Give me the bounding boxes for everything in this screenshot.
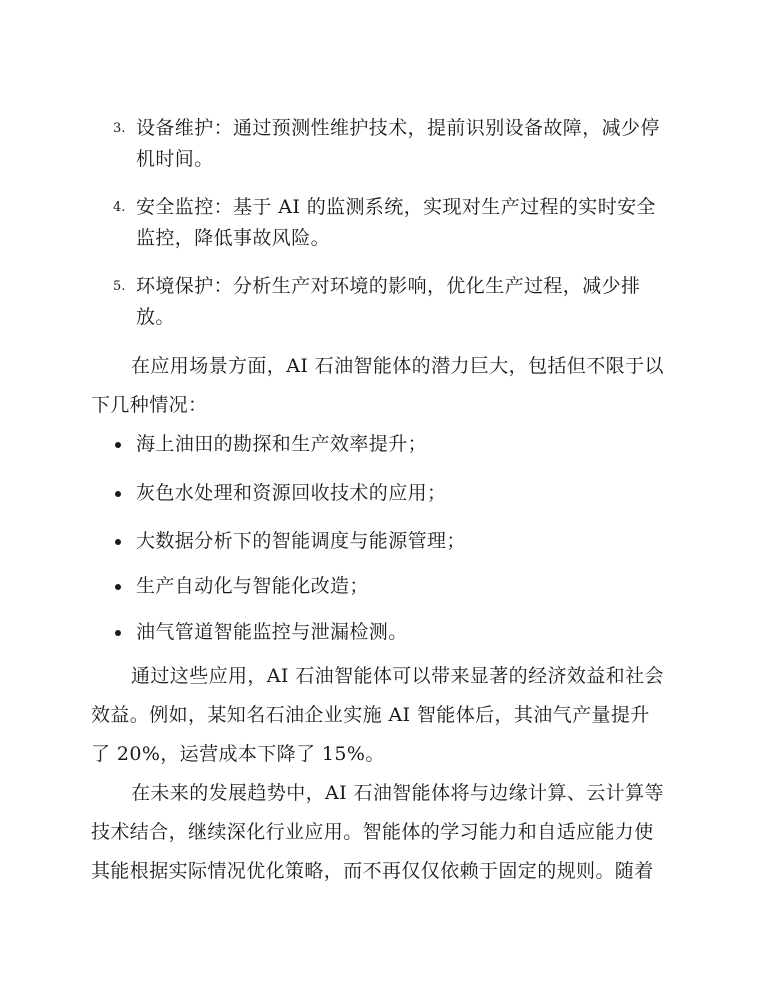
list-number: 4. (113, 200, 126, 215)
list-item-text: 监控，降低事故风险。 (136, 227, 331, 249)
bullet-dot (115, 442, 121, 448)
list-item: 海上油田的勘探和生产效率提升； (136, 433, 428, 455)
paragraph-line: 了 20%，运营成本下降了 15%。 (91, 743, 385, 765)
paragraph-line: 其能根据实际情况优化策略，而不再仅仅依赖于固定的规则。随着 (91, 860, 654, 882)
bullet-dot (115, 491, 121, 497)
paragraph-line: 下几种情况： (91, 394, 208, 416)
list-number: 5. (113, 279, 126, 294)
list-item-text: 设备维护：通过预测性维护技术，提前识别设备故障，减少停 (136, 117, 660, 139)
list-item-text: 环境保护：分析生产对环境的影响，优化生产过程，减少排 (136, 275, 641, 297)
bullet-dot (115, 539, 121, 545)
paragraph-line: 在应用场景方面，AI 石油智能体的潜力巨大，包括但不限于以 (131, 355, 664, 377)
paragraph-line: 通过这些应用，AI 石油智能体可以带来显著的经济效益和社会 (131, 665, 664, 687)
paragraph-line: 技术结合，继续深化行业应用。智能体的学习能力和自适应能力使 (91, 821, 654, 843)
list-item: 大数据分析下的智能调度与能源管理； (136, 530, 466, 552)
list-item: 油气管道智能监控与泄漏检测。 (136, 621, 408, 643)
bullet-dot (115, 630, 121, 636)
paragraph-line: 在未来的发展趋势中，AI 石油智能体将与边缘计算、云计算等 (131, 782, 664, 804)
list-number: 3. (113, 121, 126, 136)
list-item: 生产自动化与智能化改造； (136, 575, 369, 597)
bullet-dot (115, 584, 121, 590)
paragraph-line: 效益。例如，某知名石油企业实施 AI 智能体后，其油气产量提升 (91, 704, 650, 726)
list-item-text: 机时间。 (136, 148, 214, 170)
list-item-text: 安全监控：基于 AI 的监测系统，实现对生产过程的实时安全 (136, 196, 656, 218)
list-item: 灰色水处理和资源回收技术的应用； (136, 482, 447, 504)
list-item-text: 放。 (136, 306, 175, 328)
